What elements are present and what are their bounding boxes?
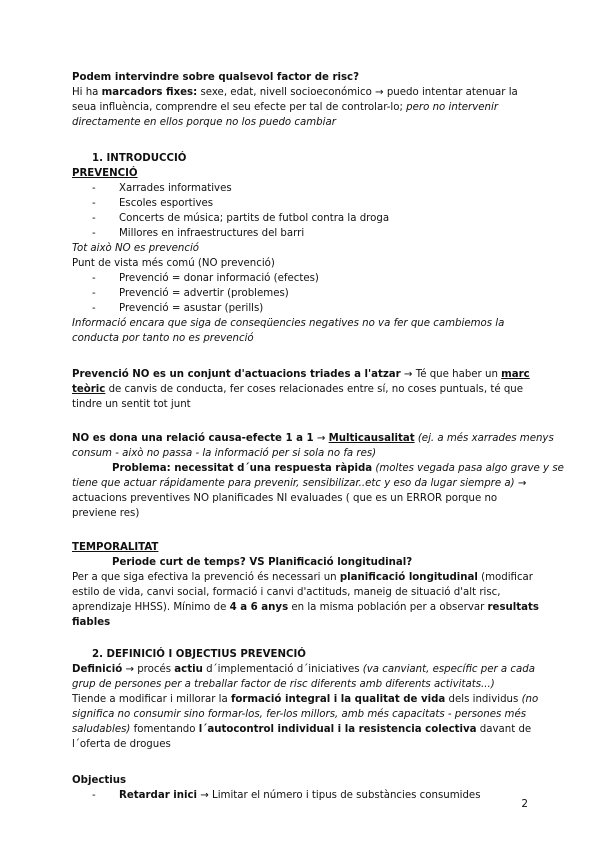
paragraph-line: previene res): [72, 508, 140, 519]
page-number: 2: [521, 798, 528, 810]
paragraph-line: estilo de vida, canvi social, formació i canvi d'actituds, maneig de situació d'alt risc,: [72, 587, 501, 598]
paragraph-line: consum - això no passa - la informació per si sola no fa res): [72, 448, 377, 459]
paragraph-line: Punt de vista més comú (NO prevenció): [72, 258, 275, 269]
section-question: Podem intervindre sobre qualsevol factor de risc?: [72, 72, 359, 83]
heading-objectius: Objectius: [72, 775, 127, 786]
paragraph-line: directamente en ellos porque no los puedo cambiar: [72, 117, 336, 128]
paragraph-line: tindre un sentit tot junt: [72, 399, 191, 410]
paragraph-line: tiene que actuar rápidamente para prevenir, sensibilizar..etc y eso da lugar siempre a) →: [72, 478, 527, 489]
subheading: Periode curt de temps? VS Planificació longitudinal?: [112, 557, 413, 568]
paragraph-line: significa no consumir sino formar-los, fer-los millors, amb més capacitats - persones més: [72, 709, 527, 720]
paragraph-line: actuacions preventives NO planificades NI evaluades ( que es un ERROR porque no: [72, 493, 498, 504]
list-item: - Concerts de música; partits de futbol contra la droga: [72, 211, 528, 226]
paragraph-line: Hi ha marcadors fixes: sexe, edat, nivell socioeconómico → puedo intentar atenuar la: [72, 87, 518, 98]
paragraph-line: Definició → procés actiu d´implementació d´iniciatives (va canviant, específic per a cada: [72, 664, 535, 675]
list-item: - Xarrades informatives: [72, 181, 528, 196]
note-line: Informació encara que siga de conseqüencies negatives no va fer que cambiemos la: [72, 318, 505, 329]
list-item: - Escoles esportives: [72, 196, 528, 211]
paragraph-line: l´oferta de drogues: [72, 739, 171, 750]
paragraph-line: teòric de canvis de conducta, fer coses relacionades entre sí, no coses puntuals, té que: [72, 384, 524, 395]
paragraph-line: Per a que siga efectiva la prevenció és necessari un planificació longitudinal (modificar: [72, 572, 533, 583]
list-item: - Retardar inici → Limitar el número i tipus de substàncies consumides: [72, 788, 528, 803]
paragraph-line: Problema: necessitat d´una respuesta ràpida (moltes vegada pasa algo grave y se: [112, 463, 564, 474]
heading-introduccio: 1. INTRODUCCIÓ: [92, 153, 187, 164]
note-line: conducta por tanto no es prevenció: [72, 333, 254, 344]
heading-temporalitat: TEMPORALITAT: [72, 542, 159, 553]
paragraph-line: aprendizaje HHSS). Mínimo de 4 a 6 anys en la misma población per a observar resultats: [72, 602, 539, 613]
list-item: - Prevenció = advertir (problemes): [72, 286, 528, 301]
document-page: [72, 70, 564, 803]
heading-prevencio: PREVENCIÓ: [72, 168, 138, 179]
paragraph-line: NO es dona una relació causa-efecte 1 a 1 → Multicausalitat (ej. a més xarrades menys: [72, 433, 554, 444]
list-item: - Prevenció = donar informació (efectes): [72, 271, 528, 286]
heading-definicio: 2. DEFINICIÓ I OBJECTIUS PREVENCIÓ: [92, 649, 306, 660]
note-line: Tot això NO es prevenció: [72, 243, 200, 254]
list-item: - Millores en infraestructures del barri: [72, 226, 528, 241]
paragraph-line: grup de persones per a treballar factor de risc diferents amb diferents activitats...): [72, 679, 495, 690]
list-item: - Prevenció = asustar (perills): [72, 301, 528, 316]
paragraph-line: Prevenció NO es un conjunt d'actuacions triades a l'atzar → Té que haber un marc: [72, 369, 530, 380]
paragraph-line: seua influència, comprendre el seu efecte per tal de controlar-lo; pero no intervenir: [72, 102, 499, 113]
paragraph-line: saludables) fomentando l´autocontrol individual i la resistencia colectiva davant de: [72, 724, 532, 735]
paragraph-line: fiables: [72, 617, 111, 628]
paragraph-line: Tiende a modificar i millorar la formació integral i la qualitat de vida dels individus (no: [72, 694, 539, 705]
